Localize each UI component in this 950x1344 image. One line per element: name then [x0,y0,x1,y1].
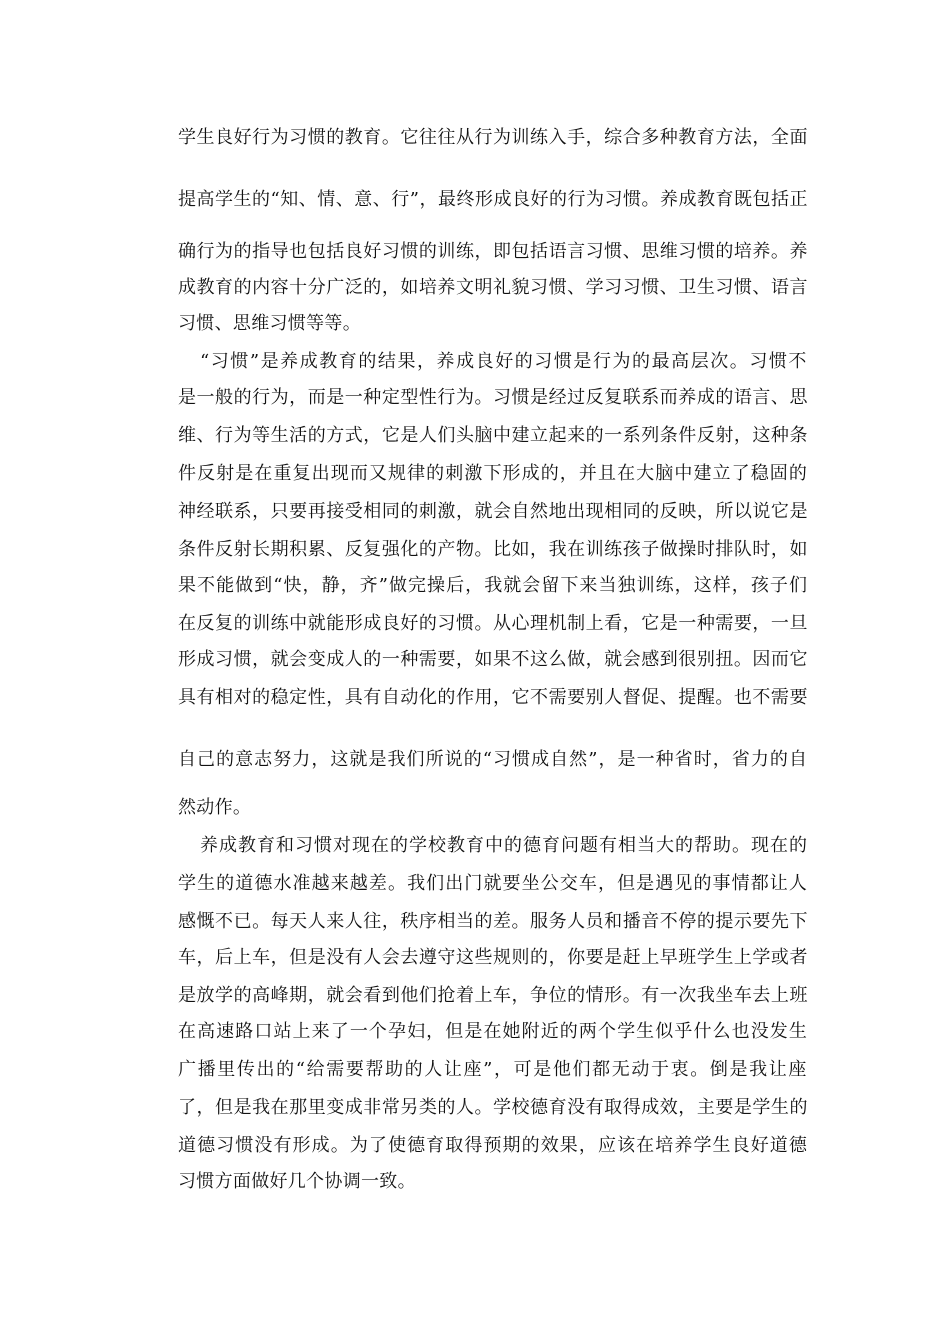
text-line: 具有相对的稳定性，具有自动化的作用，它不需要别人督促、提醒。也不需要 [178,687,808,708]
text-line: 然动作。 [178,797,252,818]
text-line: 学生良好行为习惯的教育。它往往从行为训练入手，综合多种教育方法，全面 [178,127,808,148]
text-line: 在反复的训练中就能形成良好的习惯。从心理机制上看，它是一种需要，一旦 [178,613,808,634]
text-line: 自己的意志努力，这就是我们所说的“习惯成自然”，是一种省时，省力的自 [178,749,808,770]
text-line: “习惯”是养成教育的结果，养成良好的习惯是行为的最高层次。习惯不 [200,351,808,372]
text-line: 确行为的指导也包括良好习惯的训练，即包括语言习惯、思维习惯的培养。养 [178,241,808,262]
text-line: 形成习惯，就会变成人的一种需要，如果不这么做，就会感到很别扭。因而它 [178,649,808,670]
text-line: 是放学的高峰期，就会看到他们抢着上车，争位的情形。有一次我坐车去上班 [178,985,808,1006]
text-line: 习惯、思维习惯等等。 [178,313,361,334]
text-line: 提高学生的“知、情、意、行”，最终形成良好的行为习惯。养成教育既包括正 [178,189,808,210]
text-line: 是一般的行为，而是一种定型性行为。习惯是经过反复联系而养成的语言、思 [178,387,808,408]
text-line: 在高速路口站上来了一个孕妇，但是在她附近的两个学生似乎什么也没发生 [178,1021,808,1042]
text-line: 养成教育和习惯对现在的学校教育中的德育问题有相当大的帮助。现在的 [200,835,808,856]
text-line: 件反射是在重复出现而又规律的刺激下形成的，并且在大脑中建立了稳固的 [178,463,808,484]
text-line: 道德习惯没有形成。为了使德育取得预期的效果，应该在培养学生良好道德 [178,1135,808,1156]
text-line: 车，后上车，但是没有人会去遵守这些规则的，你要是赶上早班学生上学或者 [178,947,808,968]
text-line: 维、行为等生活的方式，它是人们头脑中建立起来的一系列条件反射，这种条 [178,425,808,446]
text-line: 果不能做到“快，静，齐”做完操后，我就会留下来当独训练，这样，孩子们 [178,575,808,596]
text-line: 广播里传出的“给需要帮助的人让座”，可是他们都无动于衷。倒是我让座 [178,1059,808,1080]
text-line: 感慨不已。每天人来人往，秩序相当的差。服务人员和播音不停的提示要先下 [178,911,808,932]
text-line: 成教育的内容十分广泛的，如培养文明礼貌习惯、学习习惯、卫生习惯、语言 [178,277,808,298]
text-line: 了，但是我在那里变成非常另类的人。学校德育没有取得成效，主要是学生的 [178,1097,808,1118]
text-line: 习惯方面做好几个协调一致。 [178,1171,416,1192]
text-line: 条件反射长期积累、反复强化的产物。比如，我在训练孩子做操时排队时，如 [178,539,808,560]
text-line: 学生的道德水准越来越差。我们出门就要坐公交车，但是遇见的事情都让人 [178,873,808,894]
text-line: 神经联系，只要再接受相同的刺激，就会自然地出现相同的反映，所以说它是 [178,501,808,522]
